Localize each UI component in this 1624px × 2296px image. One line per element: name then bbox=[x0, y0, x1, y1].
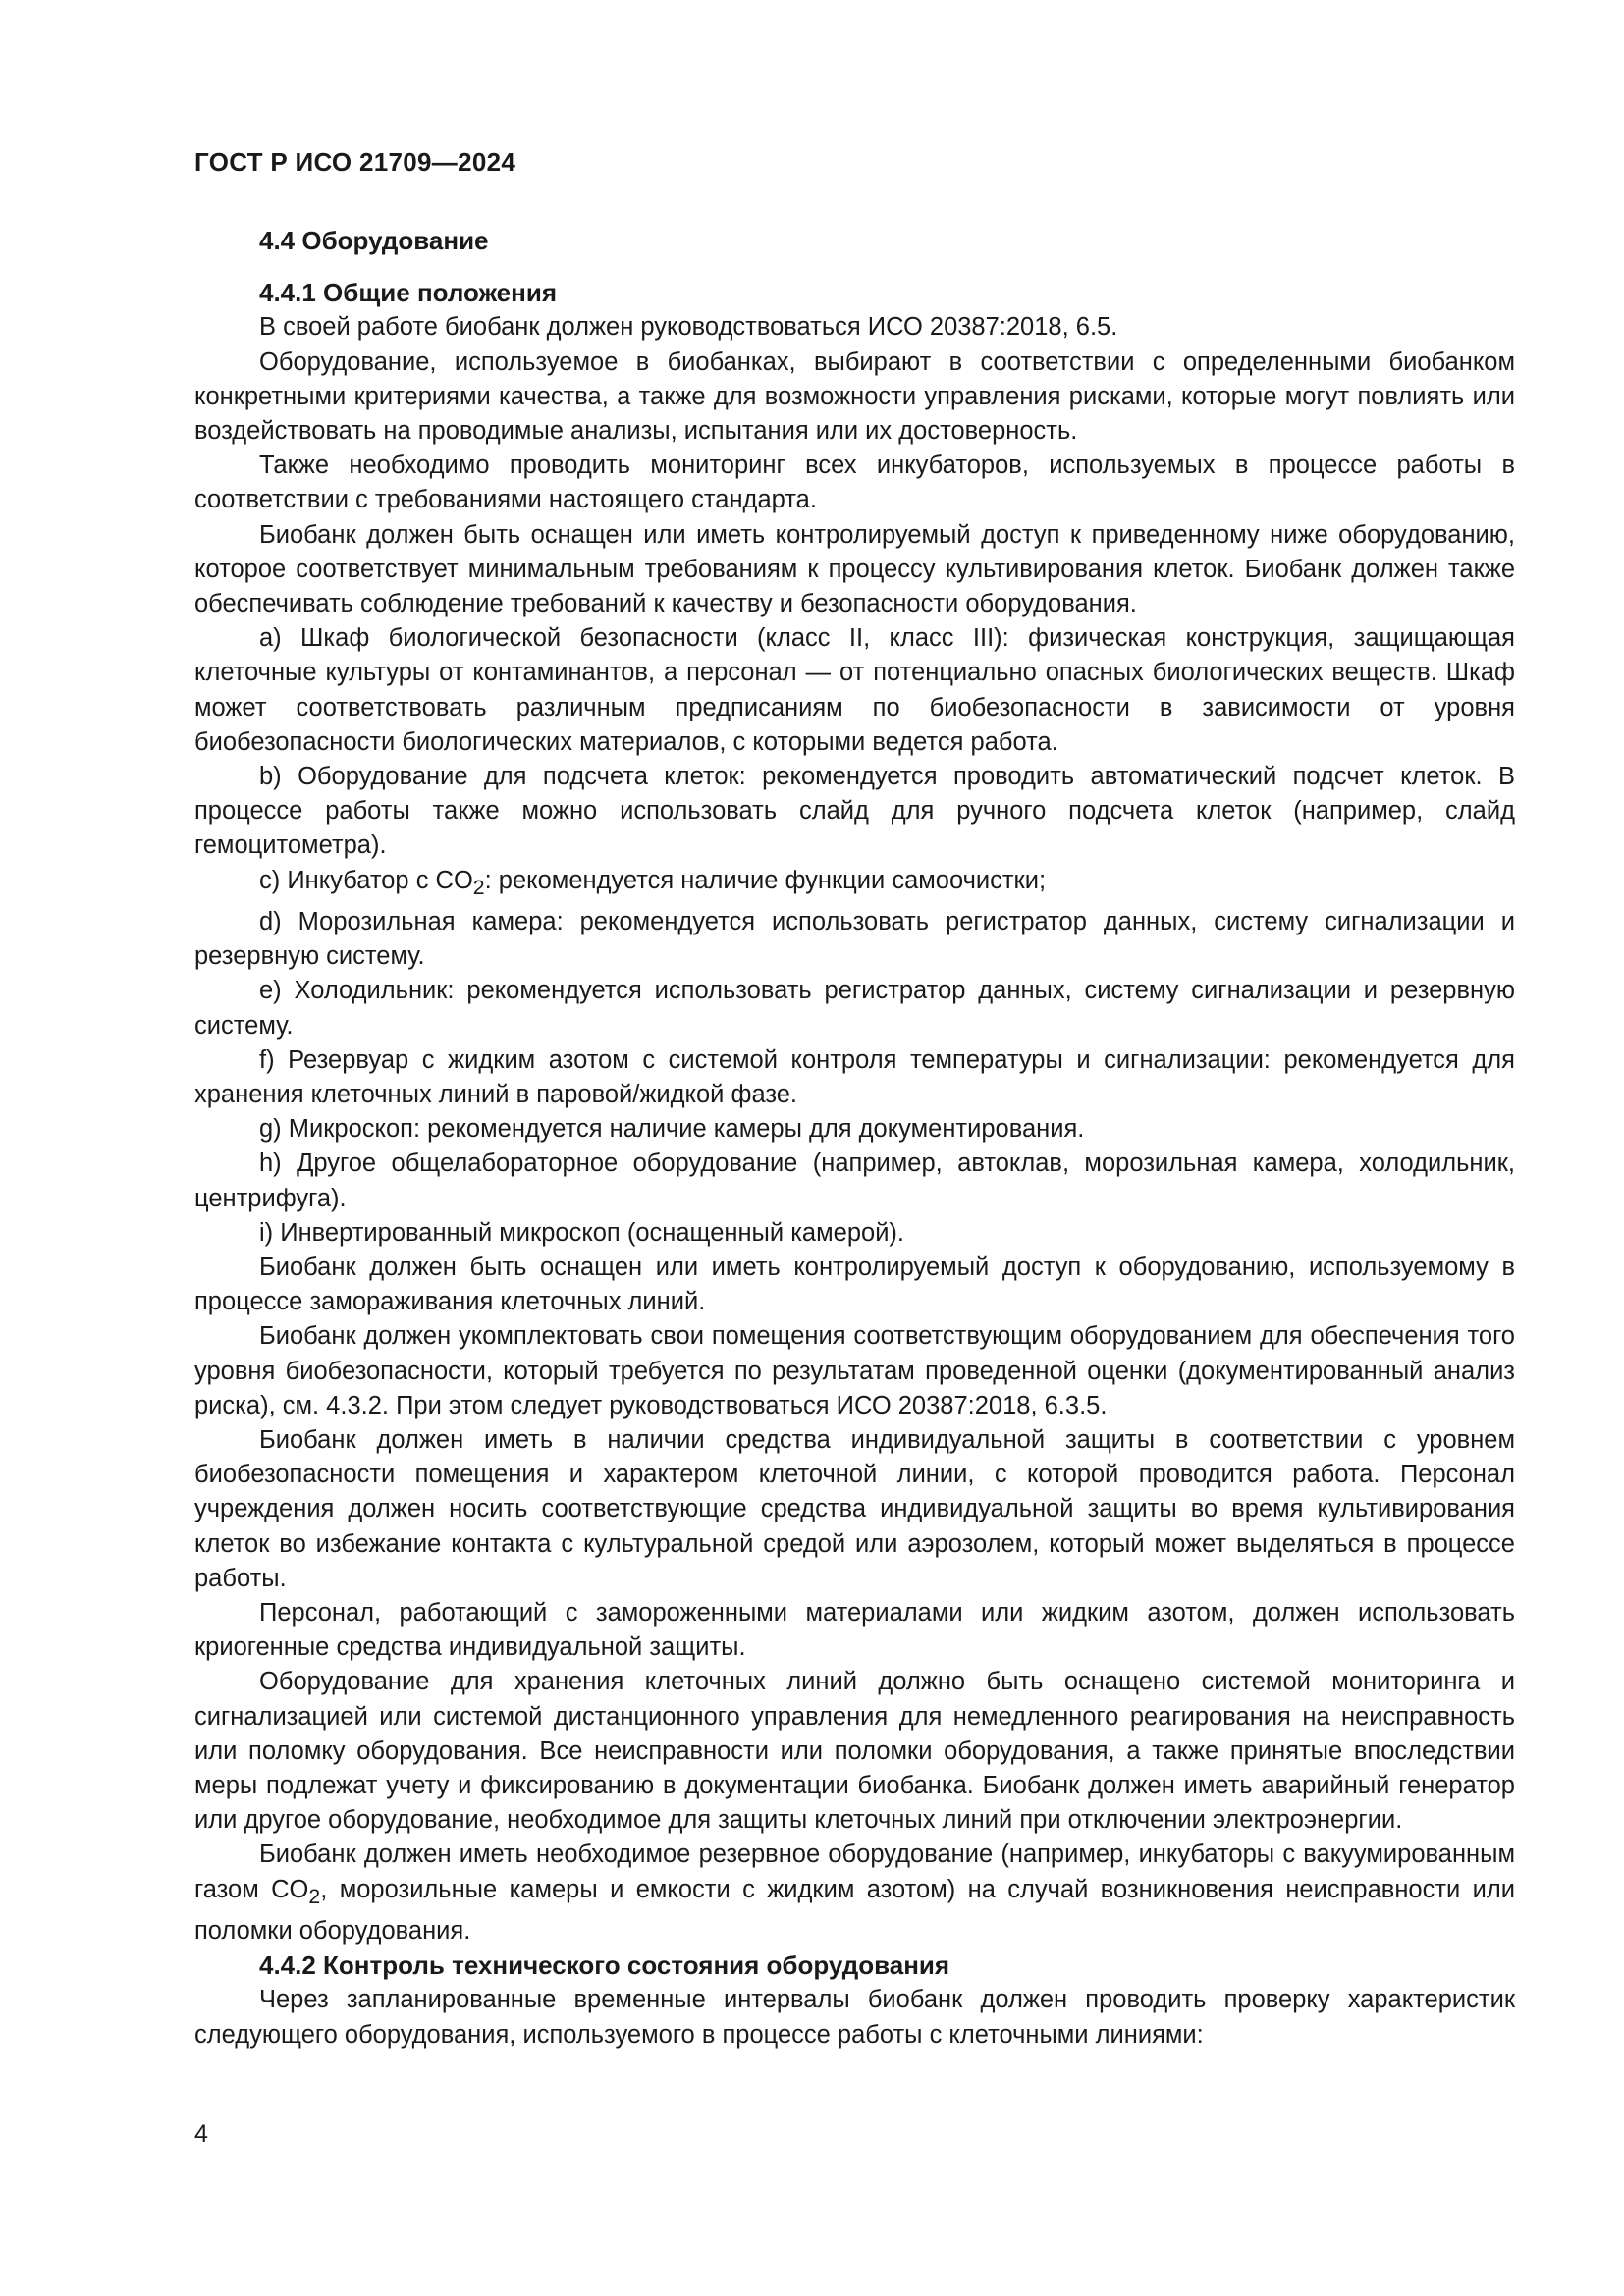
list-item: i) Инвертированный микроскоп (оснащенный камерой). bbox=[259, 1218, 905, 1247]
paragraph: Через запланированные временные интервалы биобанк должен проводить проверку характеристик следующего оборудования, используемого в процессе работы с клеточными линиями: bbox=[194, 1986, 1515, 2049]
list-item: d) Морозильная камера: рекомендуется использовать регистратор данных, систему сигнализации и резервную систему. bbox=[194, 907, 1515, 971]
paragraph-text: , морозильные камеры и емкости с жидким азотом) на случай возникновения неисправности или поломки оборудования. bbox=[194, 1875, 1516, 1945]
paragraph: Биобанк должен быть оснащен или иметь контролируемый доступ к приведенному ниже оборудованию, которое соответствует минимальным требованиям к процессу культивирования клеток. Биобанк должен также обеспечивать соблюдение требований к качеству и безопасности оборудования. bbox=[194, 520, 1515, 618]
list-item: f) Резервуар с жидким азотом с системой контроля температуры и сигнализации: рекомендуется для хранения клеточных линий в паровой/жидкой фазе. bbox=[194, 1045, 1515, 1108]
paragraph: Также необходимо проводить мониторинг всех инкубаторов, используемых в процессе работы в соответствии с требованиями настоящего стандарта. bbox=[194, 452, 1515, 514]
paragraph: Биобанк должен быть оснащен или иметь контролируемый доступ к оборудованию, используемому в процессе замораживания клеточных линий. bbox=[194, 1253, 1515, 1316]
list-item-text: : рекомендуется наличие функции самоочистки; bbox=[484, 866, 1047, 894]
list-item: e) Холодильник: рекомендуется использовать регистратор данных, систему сигнализации и резервную систему. bbox=[194, 977, 1515, 1040]
list-item: b) Оборудование для подсчета клеток: рекомендуется проводить автоматический подсчет клеток. В процессе работы также можно использовать слайд для ручного подсчета клеток (например, слайд гемоцитометра). bbox=[194, 763, 1515, 860]
subscript: 2 bbox=[472, 875, 485, 899]
paragraph: Персонал, работающий с замороженными материалами или жидким азотом, должен использовать криогенные средства индивидуальной защиты. bbox=[194, 1599, 1515, 1662]
paragraph-text: Биобанк должен иметь необходимое резервное оборудование (например, инкубаторы с вакуумированным газом CO bbox=[194, 1841, 1515, 1903]
subsection-heading: 4.4.1 Общие положения bbox=[259, 278, 557, 308]
list-item: h) Другое общелабораторное оборудование (например, автоклав, морозильная камера, холодильник, центрифуга). bbox=[194, 1149, 1515, 1212]
document-header: ГОСТ Р ИСО 21709—2024 bbox=[194, 147, 516, 177]
paragraph: Биобанк должен иметь в наличии средства индивидуальной защиты в соответствии с уровнем биобезопасности помещения и характером клеточной линии, с которой проводится работа. Персонал учреждения должен носить соответствующие средства индивидуальной защиты во время культивирования клеток во избежание контакта с культуральной средой или аэрозолем, который может выделяться в процессе работы. bbox=[194, 1426, 1515, 1592]
subsection-heading: 4.4.2 Контроль технического состояния оборудования bbox=[259, 1950, 950, 1981]
list-item bbox=[194, 864, 1515, 905]
page-number: 4 bbox=[194, 2120, 208, 2148]
section-heading: 4.4 Оборудование bbox=[259, 226, 489, 255]
subscript: 2 bbox=[308, 1884, 321, 1908]
paragraph: Биобанк должен укомплектовать свои помещения соответствующим оборудованием для обеспечения того уровня биобезопасности, который требуется по результатам проведенной оценки (документированный анализ риска), см. 4.3.2. При этом следует руководствоваться ИСО 20387:2018, 6.3.5. bbox=[194, 1322, 1515, 1419]
list-item: a) Шкаф биологической безопасности (класс II, класс III): физическая конструкция, защищающая клеточные культуры от контаминантов, а персонал — от потенциально опасных биологических веществ. Шкаф может соответствовать различным предписаниям по биобезопасности в зависимости от уровня биобезопасности биологических материалов, с которыми ведется работа. bbox=[194, 624, 1515, 756]
paragraph: Оборудование для хранения клеточных линий должно быть оснащено системой мониторинга и сигнализацией или системой дистанционного управления для немедленного реагирования на неисправность или поломку оборудования. Все неисправности или поломки оборудования, а также принятые впоследствии меры подлежат учету и фиксированию в документации биобанка. Биобанк должен иметь аварийный генератор или другое оборудование, необходимое для защиты клеточных линий при отключении электроэнергии. bbox=[194, 1668, 1515, 1835]
list-item-text: c) Инкубатор с CO bbox=[259, 866, 473, 894]
paragraph bbox=[194, 1838, 1515, 1949]
document-body bbox=[194, 224, 1515, 2053]
list-item: g) Микроскоп: рекомендуется наличие камеры для документирования. bbox=[259, 1115, 1085, 1144]
paragraph: Оборудование, используемое в биобанках, выбирают в соответствии с определенными биобанком конкретными критериями качества, а также для возможности управления рисками, которые могут повлиять или воздействовать на проводимые анализы, испытания или их достоверность. bbox=[194, 347, 1515, 446]
paragraph: В своей работе биобанк должен руководствоваться ИСО 20387:2018, 6.5. bbox=[259, 313, 1118, 342]
